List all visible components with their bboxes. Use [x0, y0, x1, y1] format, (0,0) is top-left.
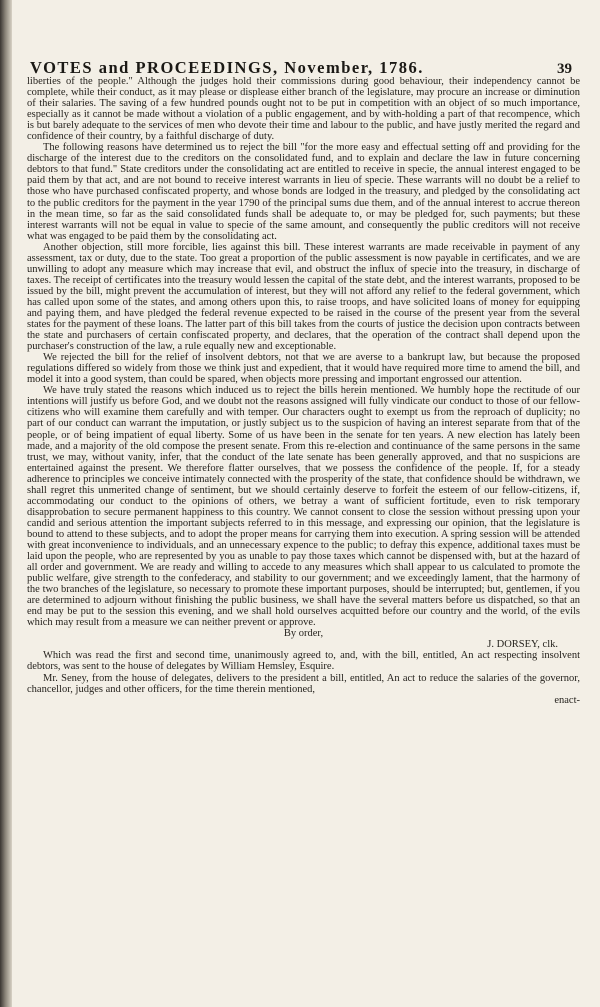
page-title: VOTES and PROCEEDINGS, November, 1786.	[30, 58, 424, 77]
body-text	[27, 76, 580, 706]
paragraph: We have truly stated the reasons which induced us to reject the bills herein mentioned. We humbly hope the rectitude of our intentions will justify us before God, and we doubt not the reasons assigned will fully vindicate our conduct to those of our fellow-citizens who will examine them carefully and with temper. Our characters ought to exempt us from the reproach of duplicity; no part of our conduct can warrant the imputation, or justly subject us to the suspicion of having an interest separate from that of the people, or of being impatient of equal liberty. Some of us have been in the senate for ten years. A new election has lately been made, and a majority of the old compose the present senate. From this re-election and continuance of the same persons in the same trust, we may, without vanity, infer, that the conduct of the late senate has been generally approved, and that no suspicions are entertained against the present. We therefore flatter ourselves, that we possess the confidence of the people. If, for a steady adherence to principles we conceive intimately connected with the prosperity of the state, that confidence should be withdrawn, we shall regret this unmerited change of sentiment, but we should certainly deserve to forfeit the esteem of our fellow-citizens, if, accommodating our conduct to the opinions of others, we betray a want of sufficient fortitude, even to risk temporary disapprobation to secure permanent happiness to this country. We cannot consent to close the session without pressing upon your candid and serious attention the important subjects referred to in this message, and expressing our opinion, that the legislature is bound to attend to these subjects, and to adopt the proper means for carrying them into execution. A spring session will be attended with great inconvenience to individuals, and an unnecessary expence to the public; to defray this expence, additional taxes must be laid upon the people, who are represented by you as unable to pay those taxes which cannot be dispensed with, but at the hazard of all order and government. We are ready and willing to accede to any measures which shall appear to us calculated to promote the public welfare, give strength to the confederacy, and stability to our government; and we exceedingly lament, that the harmony of the two branches of the legislature, so necessary to promote these important purposes, should be interrupted; but, gentlemen, if you are determined to adjourn without finishing the public business, we shall have the several matters before us dispatched, so that an end may be put to the session this evening, and we shall hold ourselves acquitted before our country and the world, of the evils which may result from a measure we can neither prevent or approve.	[27, 385, 580, 629]
paragraph: The following reasons have determined us to reject the bill "for the more easy and effectual setting off and providing for the discharge of the interest due to the creditors on the consolidated fund, and to explain and declare the law in future concerning debtors to that fund." State creditors under the consolidating act are entitled to receive in specie, the annual interest engaged to be paid them by that act, and are not bound to receive interest warrants in lieu of specie. These warrants will no doubt be a relief to those who have purchased confiscated property, and whose bonds are lodged in the treasury, and pledged by the consolidating act to the public creditors for the payment in the year 1790 of the principal sums due them, and of the annual interest to accrue thereon in the mean time, so far as the said consolidated funds shall be adequate to, or may be pledged for, such payments; but these interest warrants will not be equal in value to specie of the same amount, and consequently the public creditors will not receive what was engaged to be paid them by the consolidating act.	[27, 142, 580, 242]
paragraph: Mr. Seney, from the house of delegates, delivers to the president a bill, entitled, An act to reduce the salaries of the governor, chancellor, judges and other officers, for the time therein mentioned,	[27, 672, 580, 695]
paragraph: liberties of the people." Although the judges hold their commissions during good behaviour, their independency cannot be complete, while their conduct, as it may please or displease either branch of the legislature, may procure an increase or diminution of their salaries. The saving of a few hundred pounds ought not to be put in competition with an object of so much importance, especially as it cannot be made without a violation of a public engagement, and by with-holding a part of that recompence, which is but barely adequate to the services of men who devote their time and labour to the public, and have justly merited the regard and confidence of their country, by a faithful discharge of duty.	[27, 76, 580, 143]
page-binding-edge	[0, 0, 12, 1007]
paragraph: We rejected the bill for the relief of insolvent debtors, not that we are averse to a bankrupt law, but because the proposed regulations differed so widely from those we think just and expedient, that it would have required more time to amend the bill, and model it into a good system, than could be spared, when objects more pressing and important engrossed our attention.	[27, 352, 580, 386]
paragraph: Which was read the first and second time, unanimously agreed to, and, with the bill, entitled, An act respecting insolvent debtors, was sent to the house of delegates by William Hemsley, Esquire.	[27, 650, 580, 673]
signature-name: J. DORSEY, clk.	[487, 639, 558, 651]
page-number: 39	[557, 61, 572, 77]
signature-by-order: By order,	[283, 628, 324, 640]
catchword: enact-	[554, 694, 580, 706]
paragraph: Another objection, still more forcible, lies against this bill. These interest warrants are made receivable in payment of any assessment, tax or duty, due to the state. Too great a proportion of the public assessment is now payable in certificates, and we are unwilling to adopt any measure which may increase that evil, and obstruct the influx of specie into the treasury, in discharge of taxes. The receipt of certificates into the treasury would lessen the capital of the state debt, and the interest warrants, proposed to be issued by the bill, might prevent the accumulation of interest, but they will not afford any relief to the federal government, which has called upon some of the states, and among others upon this, to raise troops, and have solicited loans of money for equipping and paying them, and have pledged the federal revenue expected to be raised in the course of the present year from the several states for the payment of these loans. The latter part of this bill takes from the courts of justice the decision upon contracts between the state and purchasers of certain confiscated property, and declares, that the operation of the contract shall depend upon the purchaser's construction of the law, a rule equally new and exceptionable.	[27, 241, 580, 353]
running-head	[30, 58, 572, 78]
